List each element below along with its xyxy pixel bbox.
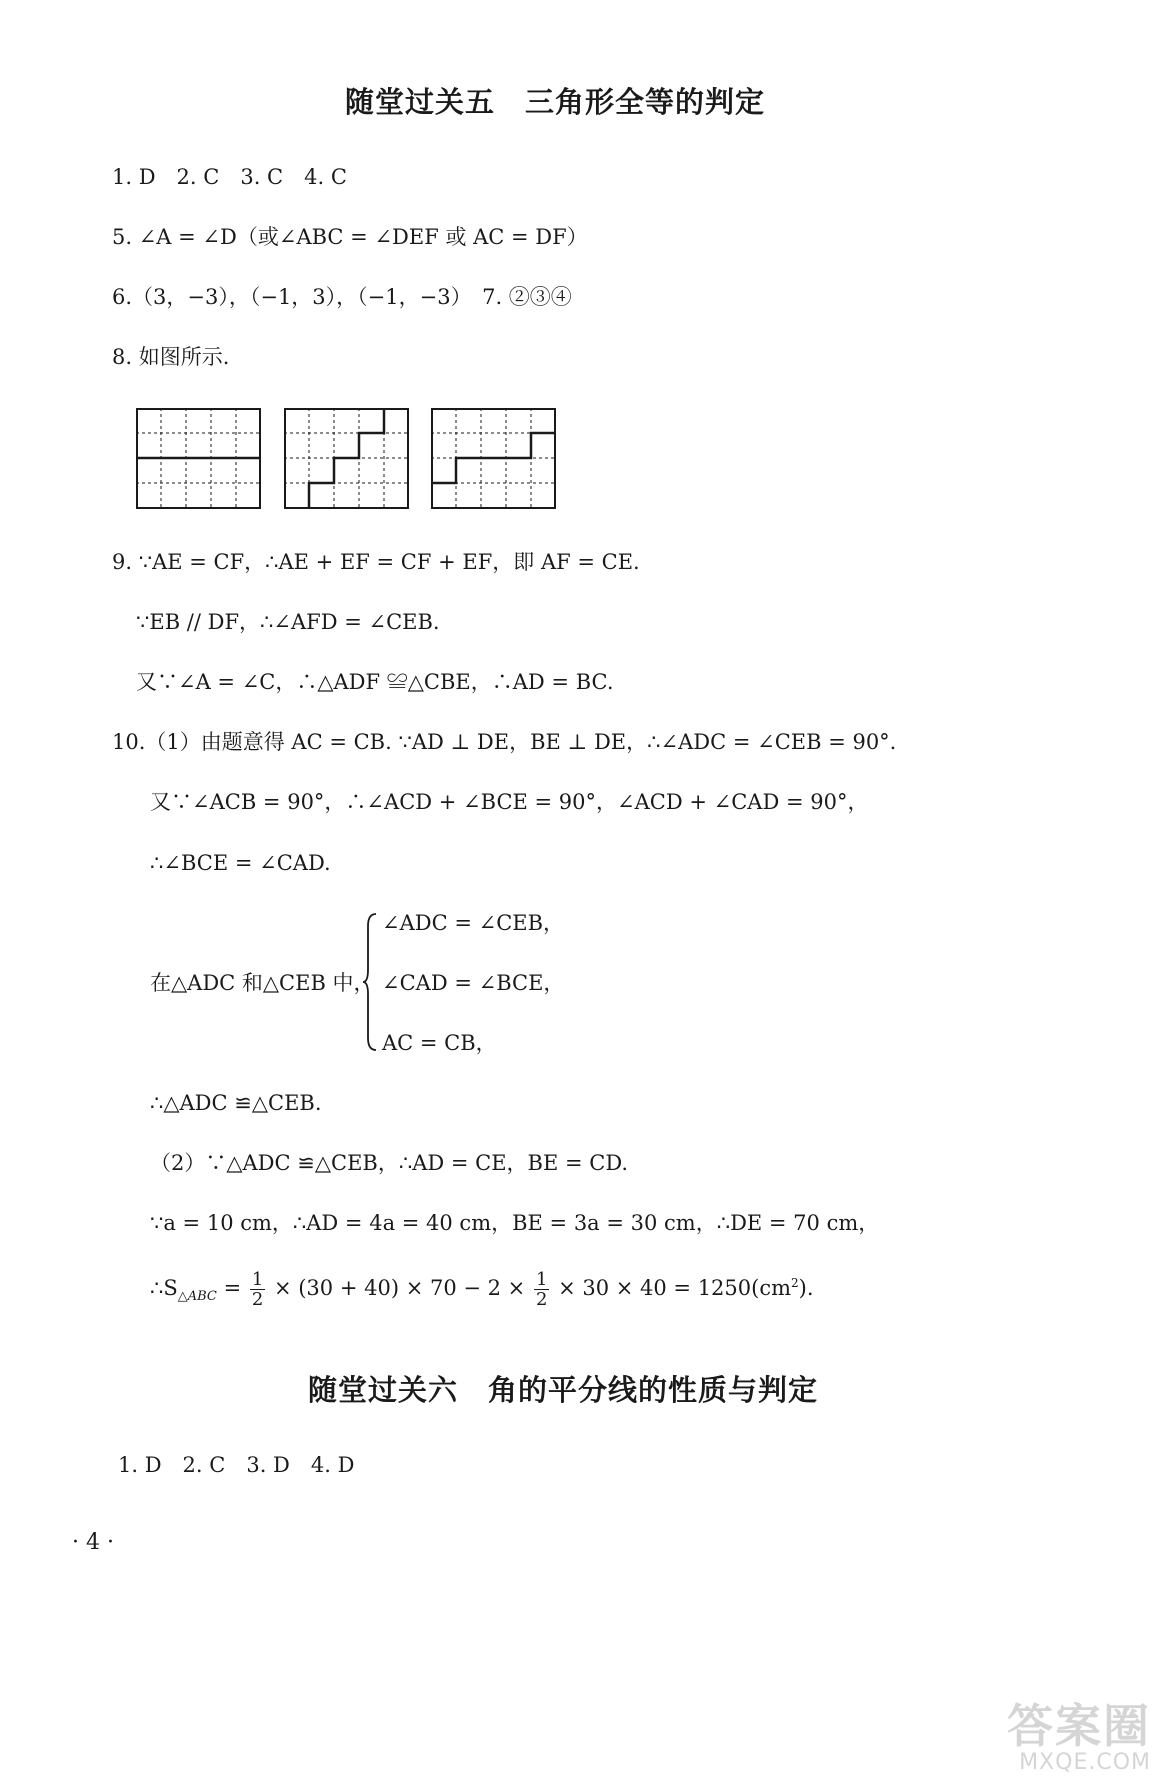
area-end: ). bbox=[798, 1276, 814, 1300]
answer-line-9a: 9. ∵AE = CF，∴AE + EF = CF + EF，即 AF = CE. bbox=[112, 550, 640, 574]
area-superscript: 2 bbox=[791, 1276, 799, 1290]
area-part3: × 30 × 40 = 1250(cm bbox=[551, 1276, 791, 1300]
answer-line-6-7: 6.（3，−3），（−1，3），（−1，−3） 7. ②③④ bbox=[112, 285, 572, 309]
page-number: · 4 · bbox=[72, 1530, 114, 1555]
area-prefix: ∴S bbox=[150, 1276, 178, 1300]
brace-icon bbox=[362, 912, 378, 1052]
answer-line-10c: ∴∠BCE = ∠CAD. bbox=[150, 851, 331, 875]
fraction-half-2: $\frac{1}{2}$ bbox=[535, 1269, 548, 1310]
answer-line-10e: （2）∵△ADC ≌△CEB，∴AD = CE，BE = CD. bbox=[150, 1151, 629, 1175]
answer-line-5: 5. ∠A = ∠D（或∠ABC = ∠DEF 或 AC = DF） bbox=[112, 225, 588, 249]
section-title-2: 随堂过关六 角的平分线的性质与判定 bbox=[308, 1373, 819, 1407]
answer-line-9c: 又∵∠A = ∠C，∴△ADF ≌△CBE，∴AD = BC. bbox=[136, 670, 614, 694]
area-formula bbox=[150, 1270, 814, 1310]
answer-line-10d: ∴△ADC ≌△CEB. bbox=[150, 1091, 322, 1115]
watermark-logo: 答案圈 MXQE.COM bbox=[1007, 1699, 1151, 1775]
area-part2: × (30 + 40) × 70 − 2 × bbox=[267, 1276, 532, 1300]
area-part1: = bbox=[216, 1276, 248, 1300]
answer-line-1: 1. D 2. C 3. C 4. C bbox=[112, 165, 347, 189]
answer-line-10b: 又∵∠ACB = 90°，∴∠ACD + ∠BCE = 90°，∠ACD + ∠CAD = 90°， bbox=[150, 790, 869, 814]
section-title: 随堂过关五 三角形全等的判定 bbox=[345, 85, 766, 119]
answer-line-8: 8. 如图所示. bbox=[112, 345, 230, 369]
area-subscript: △ABC bbox=[177, 1289, 217, 1304]
answer-line-s6-1: 1. D 2. C 3. D 4. D bbox=[118, 1453, 355, 1477]
answer-line-10f: ∵a = 10 cm，∴AD = 4a = 40 cm，BE = 3a = 30 cm，∴DE = 70 cm， bbox=[150, 1211, 880, 1235]
system-item-2: ∠CAD = ∠BCE， bbox=[382, 971, 565, 995]
system-lead: 在△ADC 和△CEB 中， bbox=[150, 971, 375, 995]
system-item-3: AC = CB， bbox=[382, 1031, 497, 1055]
answer-line-10a: 10.（1）由题意得 AC = CB. ∵AD ⊥ DE，BE ⊥ DE，∴∠ADC = ∠CEB = 90°. bbox=[112, 730, 897, 754]
system-item-1: ∠ADC = ∠CEB， bbox=[382, 911, 565, 935]
answer-line-9b: ∵EB // DF，∴∠AFD = ∠CEB. bbox=[136, 610, 440, 634]
grid-figure-3 bbox=[431, 408, 557, 510]
fraction-half-1: $\frac{1}{2}$ bbox=[251, 1269, 264, 1310]
grid-figure-1 bbox=[136, 408, 262, 510]
grid-figure-2 bbox=[284, 408, 410, 510]
